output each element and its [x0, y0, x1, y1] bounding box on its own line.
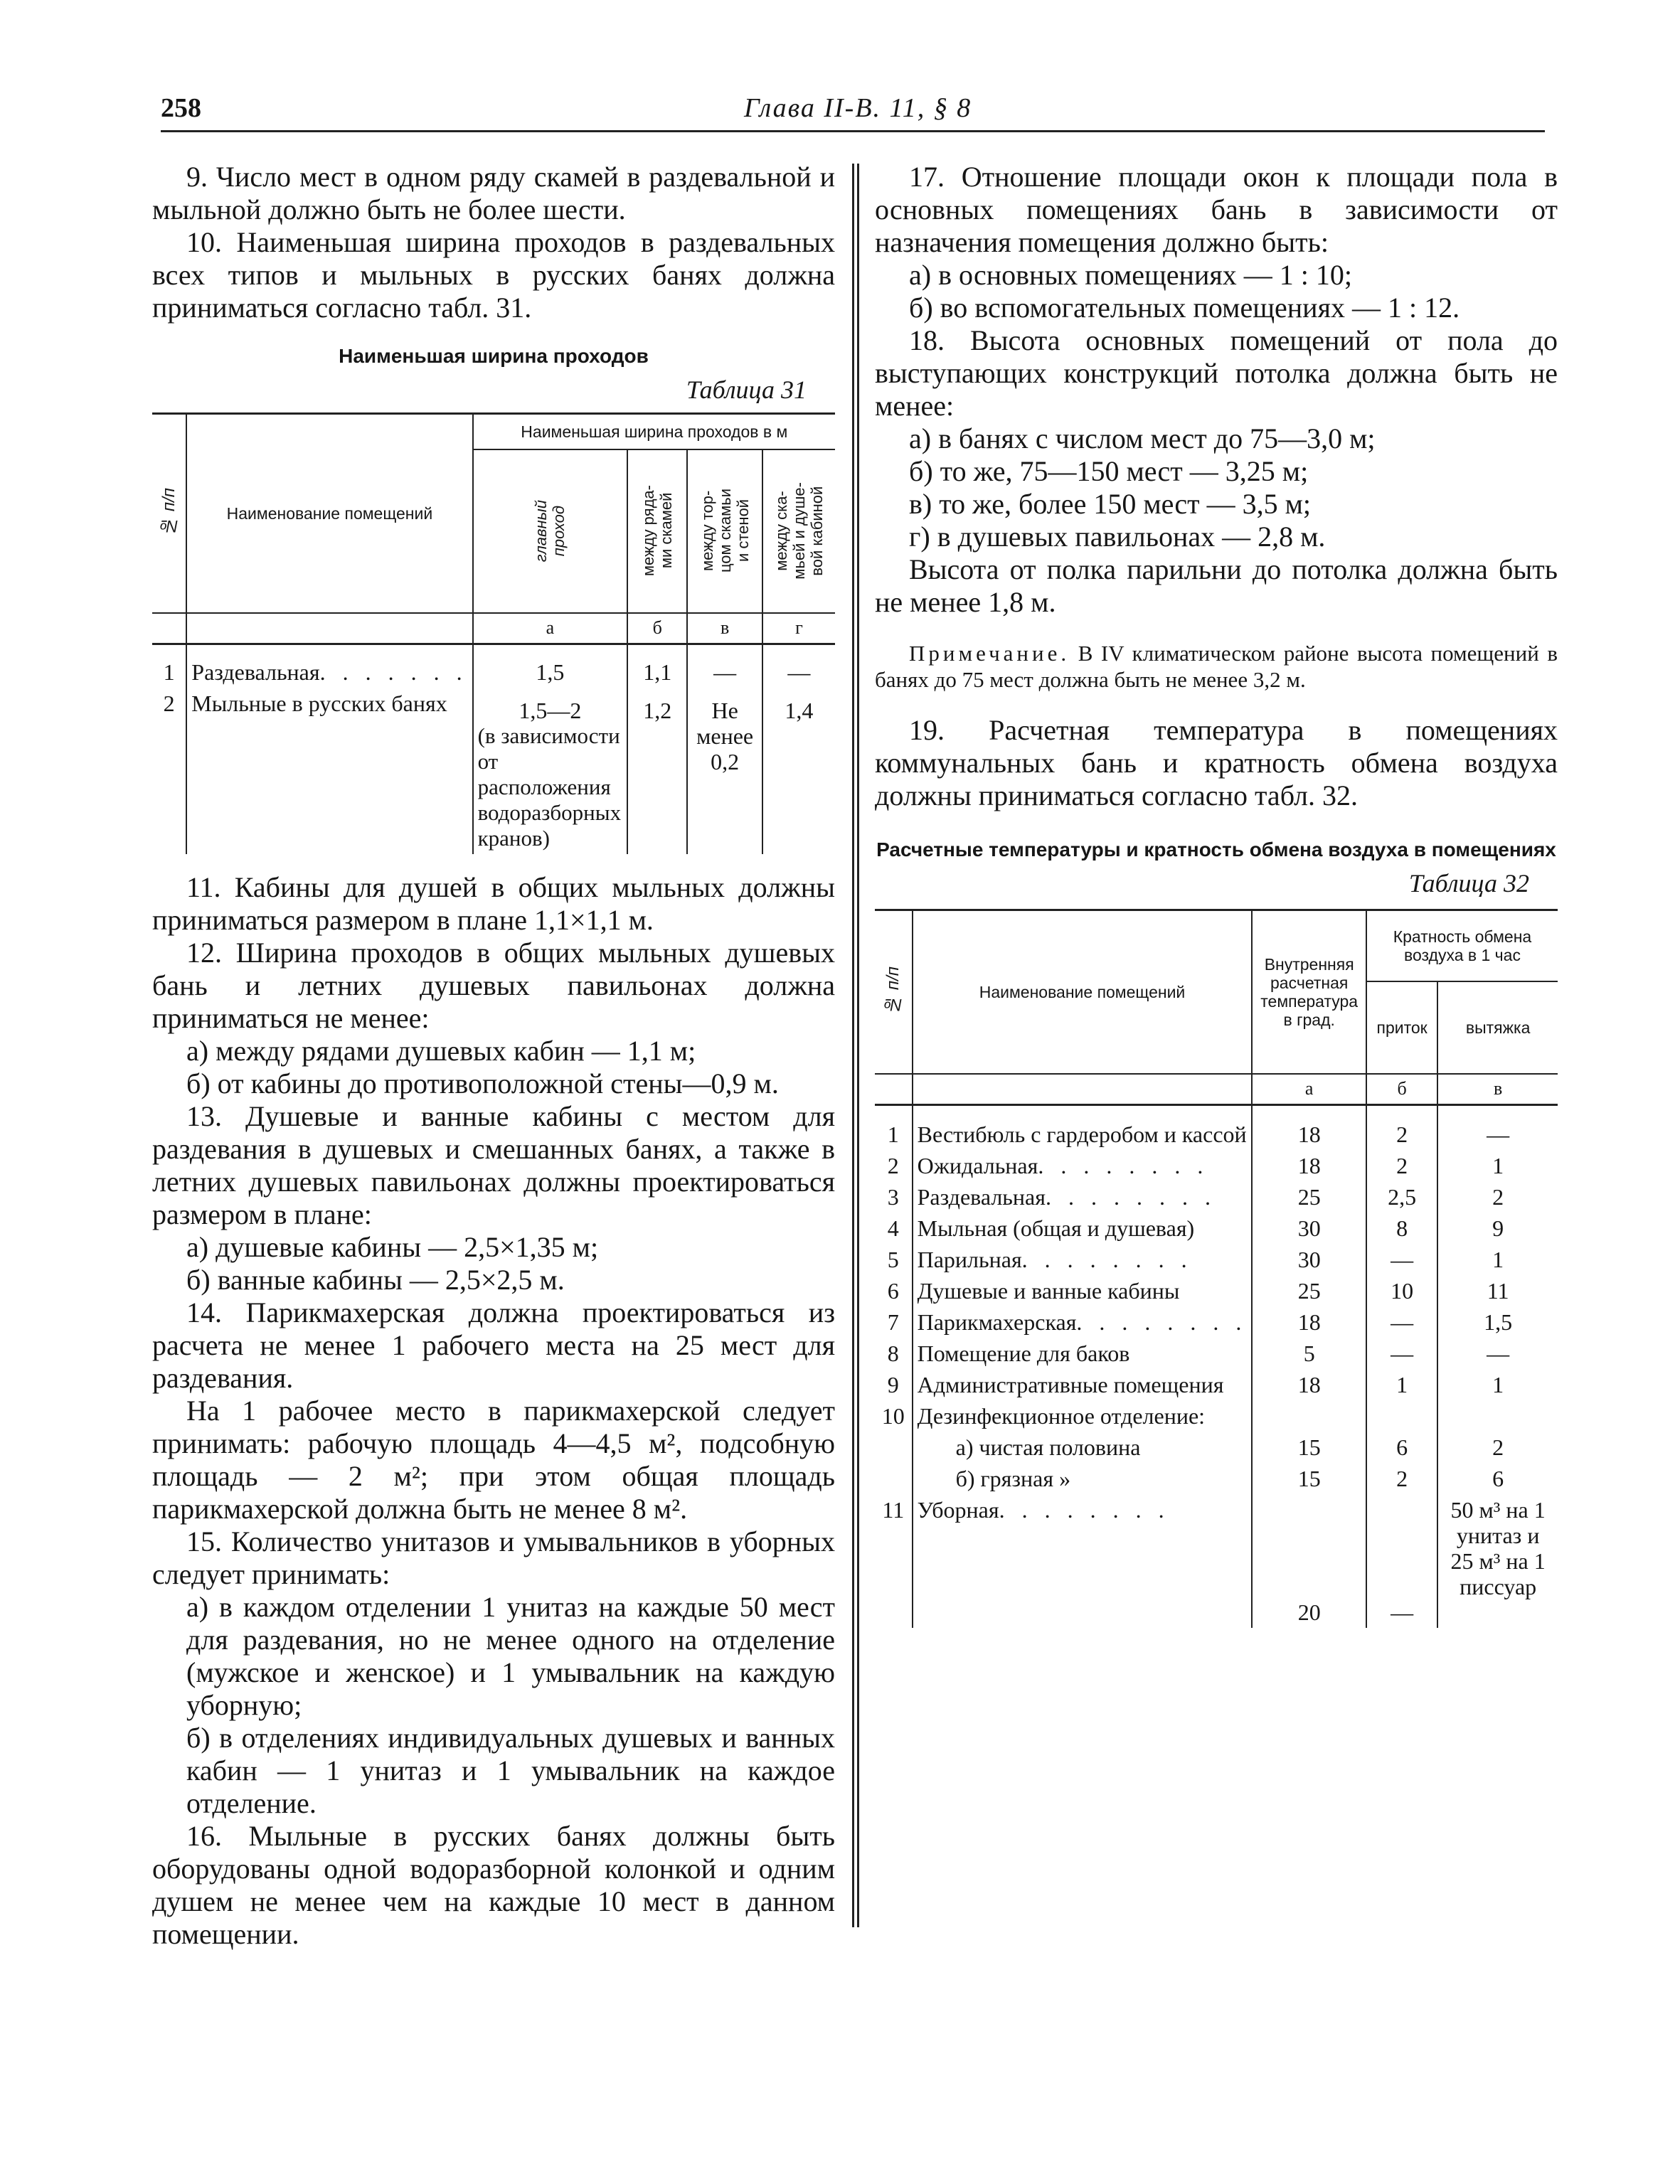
paragraph-17b: б) во вспомогательных помещениях — 1 : 12. [909, 292, 1460, 324]
row-name: Парикмахерская . . . . . . . . [913, 1306, 1253, 1338]
paragraph-11: 11. Кабины для душей в общих мыльных должны приниматься размером в плане 1,1×1,1 м. [152, 871, 835, 936]
paragraph-18b: б) то же, 75—150 мест — 3,25 м; [909, 455, 1309, 487]
row-name: Раздевальная . . . . . . . . [913, 1181, 1253, 1213]
table-row: 1 Раздевальная . . . . . . . 1,5 1,1 — — [152, 644, 835, 688]
table-31-subheader-cabin: между ска- мьей и душе- вой кабиной [762, 449, 835, 613]
table-row: 10 Дезинфекционное отделение: [875, 1400, 1558, 1432]
paragraph-17a: а) в основных помещениях — 1 : 10; [909, 259, 1352, 291]
row-name: Уборная . . . . . . . . [913, 1494, 1253, 1628]
table-row: 3 Раздевальная . . . . . . . . 25 2,5 2 [875, 1181, 1558, 1213]
table-row: 2 Ожидальная . . . . . . . . 18 2 1 [875, 1150, 1558, 1181]
table-31-subheader-main: главный проход [473, 449, 627, 613]
running-head: Глава II-В. 11, § 8 [744, 93, 972, 123]
table-32-header-temp: Внутренняя расчетная температура в град. [1252, 910, 1366, 1074]
table-row: 4 Мыльная (общая и душевая) 30 8 9 [875, 1213, 1558, 1244]
table-row: а) чистая половина 15 6 2 [875, 1432, 1558, 1463]
table-32-header-group: Кратность обмена воздуха в 1 час [1366, 910, 1558, 981]
column-divider [852, 164, 859, 1927]
paragraph-14: 14. Парикмахерская должна проектироваться из расчета не менее 1 рабочего места на 25 мест для раздевания. [152, 1296, 835, 1394]
table-row: 1 Вестибюль с гардеробом и кассой 18 2 — [875, 1105, 1558, 1151]
table-32-body [875, 1105, 1558, 1629]
row-name: Душевые и ванные кабины [913, 1275, 1253, 1306]
table-31-header-num: № п/п [152, 414, 186, 613]
table-row: б) грязная » 15 2 6 [875, 1463, 1558, 1494]
paragraph-17: 17. Отношение площади окон к площади пола в основных помещениях бань в зависимости от назначения помещения должно быть: [875, 161, 1558, 258]
table-31-letter-v: в [687, 613, 762, 644]
paragraph-13: 13. Душевые и ванные кабины с местом для раздевания в душевых и смешанных банях, а также в летних душевых павильонах должны проектироваться размером в плане: [152, 1100, 835, 1230]
table-31-number: Таблица 31 [686, 375, 807, 404]
table-31 [152, 412, 835, 854]
table-31-subheader-end: между тор- цом скамьи и стеной [687, 449, 762, 613]
table-32-letter-v: в [1437, 1074, 1558, 1105]
table-32-letter-b: б [1366, 1074, 1437, 1105]
table-32-header-name: Наименование помещений [913, 910, 1253, 1074]
page-number: 258 [161, 93, 201, 123]
paragraph-12a: а) между рядами душевых кабин — 1,1 м; [186, 1035, 696, 1067]
table-31-header-name: Наименование помещений [186, 414, 472, 613]
table-row: 9 Административные помещения 18 1 1 [875, 1369, 1558, 1400]
table-32-header-in: приток [1366, 981, 1437, 1074]
paragraph-18c: в) то же, более 150 мест — 3,5 м; [909, 488, 1312, 520]
row-name: Мыльная (общая и душевая) [913, 1213, 1253, 1244]
paragraph-18: 18. Высота основных помещений от пола до выступающих конструкций потолка должна быть не менее: [875, 324, 1558, 422]
table-row: 7 Парикмахерская . . . . . . . . 18 — 1,5 [875, 1306, 1558, 1338]
table-31-subheader-rows: между ряда- ми скамей [627, 449, 687, 613]
table-31-letter-b: б [627, 613, 687, 644]
paragraph-18d: г) в душевых павильонах — 2,8 м. [909, 521, 1326, 553]
paragraph-15a: а) в каждом отделении 1 унитаз на каждые 50 мест для раздевания, но не менее одного на отделение (мужское и женское) и 1 умывальник на каждую уборную; [186, 1591, 835, 1721]
paragraph-14-cont: На 1 рабочее место в парикмахерской следует принимать: рабочую площадь 4—4,5 м², подсобную площадь — 2 м²; при этом общая площадь парикмахерской должна быть не менее 8 м². [152, 1395, 835, 1525]
right-column [875, 161, 1558, 1628]
table-32-letter-a: а [1252, 1074, 1366, 1105]
table-31-header-group: Наименьшая ширина проходов в м [473, 414, 835, 449]
table-row: 11 Уборная . . . . . . . . 20 — 50 м³ на 1 унитаз и 25 м³ на 1 писсуар [875, 1494, 1558, 1628]
left-column [152, 161, 835, 1951]
row-name: Мыльные в русских банях [186, 688, 472, 854]
note [875, 640, 1558, 693]
table-32-number: Таблица 32 [1408, 869, 1529, 897]
paragraph-19: 19. Расчетная температура в помещениях коммунальных бань и кратность обмена воздуха должны приниматься согласно табл. 32. [875, 714, 1558, 811]
row-name: Вестибюль с гардеробом и кассой [913, 1105, 1253, 1151]
table-31-letter-g: г [762, 613, 835, 644]
row-name: а) чистая половина [913, 1432, 1253, 1463]
paragraph-15: 15. Количество унитазов и умывальников в уборных следует принимать: [152, 1525, 835, 1590]
row-name: Административные помещения [913, 1369, 1253, 1400]
row-name: б) грязная » [913, 1463, 1253, 1494]
paragraph-18a: а) в банях с числом мест до 75—3,0 м; [909, 422, 1376, 454]
paragraph-9: 9. Число мест в одном ряду скамей в раздевальной и мыльной должно быть не более шести. [152, 161, 835, 225]
paragraph-12b: б) от кабины до противоположной стены—0,9 м. [186, 1067, 779, 1099]
row-name: Раздевальная [191, 659, 320, 685]
cell-note: (в зависимости от расположения водоразборных кранов) [477, 723, 622, 851]
table-31-letter-a: а [473, 613, 627, 644]
row-name: Помещение для баков [913, 1338, 1253, 1369]
paragraph-12: 12. Ширина проходов в общих мыльных душевых бань и летних душевых павильонах должна приниматься не менее: [152, 937, 835, 1034]
row-name: Парильная . . . . . . . . [913, 1244, 1253, 1275]
table-row: 5 Парильная . . . . . . . . 30 — 1 [875, 1244, 1558, 1275]
note-text: В IV климатическом районе высота помещений в банях до 75 мест должна быть не менее 3,2 м. [875, 641, 1558, 692]
page-header [161, 92, 1545, 132]
paragraph-10: 10. Наименьшая ширина проходов в раздевальных всех типов и мыльных в русских банях должна приниматься согласно табл. 31. [152, 226, 835, 324]
table-31-title: Наименьшая ширина проходов [339, 345, 649, 367]
table-row: 8 Помещение для баков 5 — — [875, 1338, 1558, 1369]
note-label: Примечание. [909, 641, 1070, 666]
paragraph-16: 16. Мыльные в русских банях должны быть оборудованы одной водоразборной колонкой и одним душем не менее чем на каждые 10 мест в данном помещении. [152, 1820, 835, 1950]
table-row: 2 Мыльные в русских банях 1,5—2 (в зависимости от расположения водоразборных кранов) 1,2 Не менее 0,2 1,4 [152, 688, 835, 854]
table-32 [875, 909, 1558, 1628]
paragraph-18e: Высота от полка парильни до потолка должна быть не менее 1,8 м. [875, 553, 1558, 618]
paragraph-13a: а) душевые кабины — 2,5×1,35 м; [186, 1231, 599, 1263]
table-32-title: Расчетные температуры и кратность обмена воздуха в помещениях [876, 838, 1556, 861]
table-32-header-num: № п/п [875, 910, 913, 1074]
cell-value: 1,5—2 [519, 698, 582, 723]
table-row: 6 Душевые и ванные кабины 25 10 11 [875, 1275, 1558, 1306]
paragraph-13b: б) ванные кабины — 2,5×2,5 м. [186, 1264, 565, 1296]
row-name: Дезинфекционное отделение: [913, 1400, 1253, 1432]
paragraph-15b: б) в отделениях индивидуальных душевых и ванных кабин — 1 унитаз и 1 умывальник на каждое отделение. [186, 1722, 835, 1819]
row-name: Ожидальная . . . . . . . . [913, 1150, 1253, 1181]
table-32-header-out: вытяжка [1437, 981, 1558, 1074]
